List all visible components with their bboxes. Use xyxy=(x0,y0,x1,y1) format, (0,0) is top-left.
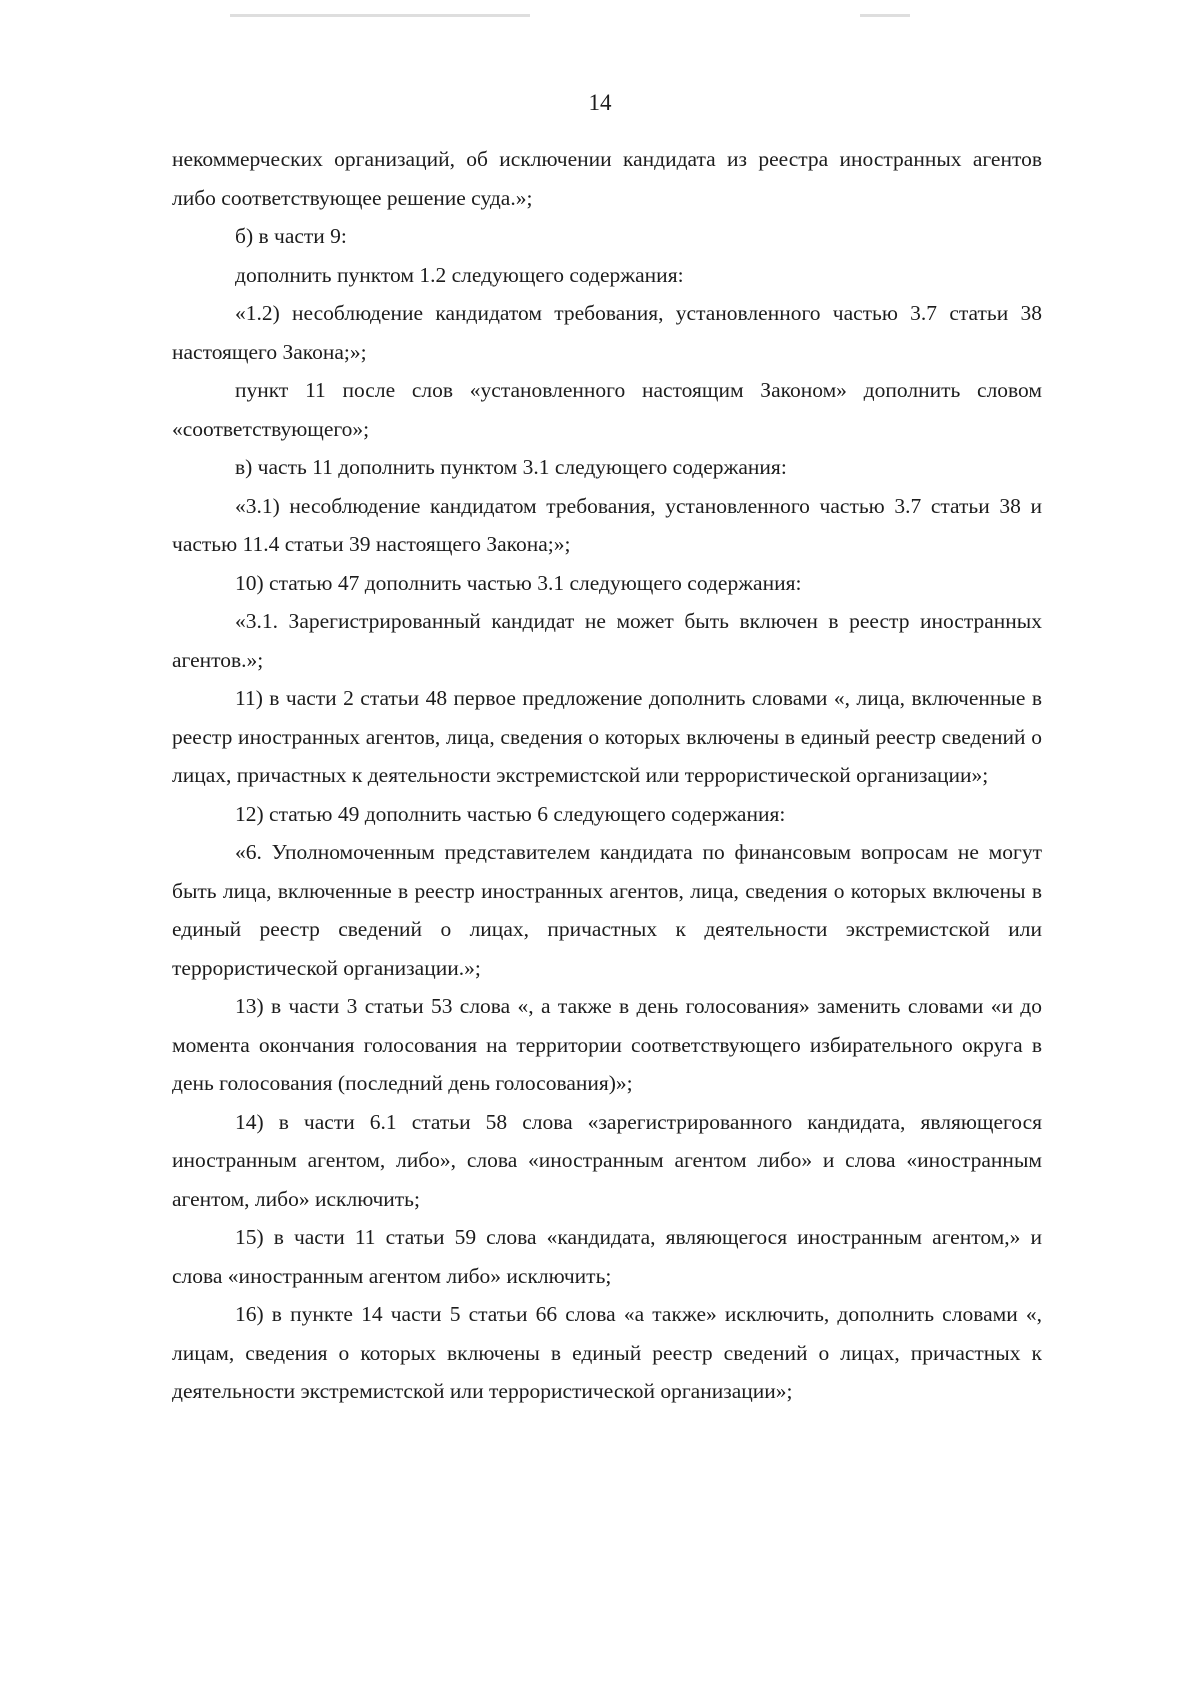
paragraph: 10) статью 47 дополнить частью 3.1 следующего содержания: xyxy=(235,570,802,595)
paragraph: в) часть 11 дополнить пунктом 3.1 следующего содержания: xyxy=(235,455,787,479)
paragraph: пункт 11 после слов «установленного настоящим Законом» дополнить словом «соответствующего»; xyxy=(172,378,1042,441)
paragraph: 16) в пункте 14 части 5 статьи 66 слова «а также» исключить, дополнить словами «, лицам, сведения о которых включены в единый реестр сведений о лицах, причастных к деятельности экстремистской или террористической организации»; xyxy=(172,1302,1042,1403)
paragraph: «1.2) несоблюдение кандидатом требования, установленного частью 3.7 статьи 38 настоящего Закона;»; xyxy=(172,301,1042,364)
paragraph: «3.1. Зарегистрированный кандидат не может быть включен в реестр иностранных агентов.»; xyxy=(172,609,1042,672)
scan-artifact xyxy=(230,14,530,17)
scan-artifact xyxy=(860,14,910,17)
paragraph: 11) в части 2 статьи 48 первое предложение дополнить словами «, лица, включенные в реестр иностранных агентов, лица, сведения о которых включены в единый реестр сведений о лицах, причастных к деятельности экстремистской или террористической организации»; xyxy=(172,686,1042,787)
paragraph: 13) в части 3 статьи 53 слова «, а также в день голосования» заменить словами «и до момента окончания голосования на территории соответствующего избирательного округа в день голосования (последний день голосования)»; xyxy=(172,994,1042,1095)
paragraph: «3.1) несоблюдение кандидатом требования, установленного частью 3.7 статьи 38 и частью 11.4 статьи 39 настоящего Закона;»; xyxy=(172,493,1042,556)
paragraph: 15) в части 11 статьи 59 слова «кандидата, являющегося иностранным агентом,» и слова «иностранным агентом либо» исключить; xyxy=(172,1225,1042,1288)
paragraph: б) в части 9: xyxy=(235,224,347,248)
paragraph: 12) статью 49 дополнить частью 6 следующего содержания: xyxy=(235,801,786,826)
paragraph: «6. Уполномоченным представителем кандидата по финансовым вопросам не могут быть лица, включенные в реестр иностранных агентов, лица, сведения о которых включены в единый реестр сведений о лицах, причастных к деятельности экстремистской или террористической организации.»; xyxy=(172,840,1042,980)
document-body xyxy=(172,140,1042,1411)
paragraph: 14) в части 6.1 статьи 58 слова «зарегистрированного кандидата, являющегося иностранным агентом, либо», слова «иностранным агентом либо» и слова «иностранным агентом, либо» исключить; xyxy=(172,1109,1042,1211)
page-number: 14 xyxy=(588,90,612,115)
paragraph: дополнить пунктом 1.2 следующего содержания: xyxy=(235,262,684,287)
paragraph: некоммерческих организаций, об исключении кандидата из реестра иностранных агентов либо соответствующее решение суда.»; xyxy=(172,147,1042,210)
